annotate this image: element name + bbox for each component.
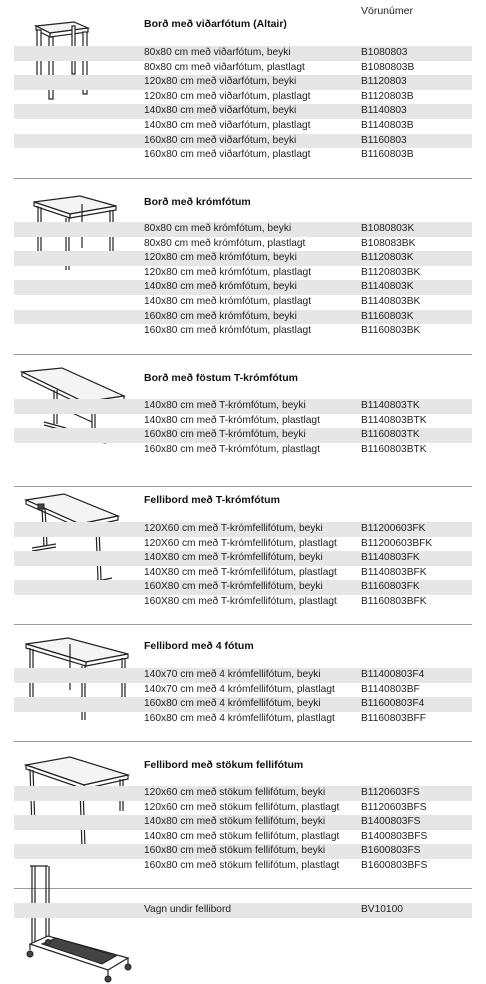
row-product-number: B1120803B: [361, 90, 414, 102]
table-row: [14, 280, 472, 295]
row-description: 160x80 cm með T-krómfótum, beyki: [144, 429, 306, 441]
section-title: Fellibord með 4 fótum: [144, 640, 254, 652]
row-description: 160x80 cm með 4 krómfellifótum, beyki: [144, 698, 321, 710]
row-description: 140x80 cm með stökum fellifótum, beyki: [144, 816, 326, 828]
row-product-number: B1140803BF: [361, 683, 420, 695]
row-product-number: B1120803: [361, 76, 407, 88]
table-row: [0, 90, 486, 105]
table-row: [0, 414, 486, 429]
table-row: [14, 222, 472, 237]
row-product-number: B1400803BFS: [361, 830, 428, 842]
row-description: 140X80 cm með T-krómfellifótum, plastlagt: [144, 566, 337, 578]
row-product-number: B1120803K: [361, 252, 414, 264]
row-description: 140X80 cm með T-krómfellifótum, beyki: [144, 552, 323, 564]
table-row: [14, 522, 472, 537]
row-description: 160x80 cm með 4 krómfellifótum, plastlagt: [144, 712, 335, 724]
row-product-number: B1140803K: [361, 281, 414, 293]
table-row: [0, 595, 486, 610]
row-description: 120x80 cm með viðarfótum, beyki: [144, 76, 297, 88]
row-description: 160x80 cm með viðarfótum, beyki: [144, 134, 297, 146]
section-divider: [14, 624, 472, 625]
row-product-number: B1140803TK: [361, 400, 420, 411]
table-row: [0, 266, 486, 281]
row-description: 160x80 cm með stökum fellifótum, beyki: [144, 845, 326, 857]
row-description: 120X60 cm með T-krómfellifótum, beyki: [144, 523, 323, 534]
row-product-number: B11400803F4: [361, 669, 425, 680]
row-product-number: B1120603FS: [361, 787, 420, 798]
table-row: [14, 551, 472, 566]
row-description: 120x60 cm með stökum fellifótum, beyki: [144, 787, 326, 798]
row-description: 140x70 cm með 4 krómfellifótum, plastlagt: [144, 683, 335, 695]
table-row: [14, 844, 472, 859]
row-description: 140x80 cm með viðarfótum, beyki: [144, 105, 297, 117]
section-divider: [14, 178, 472, 179]
row-product-number: B1160803BFK: [361, 595, 427, 607]
row-product-number: B1140803BTK: [361, 414, 427, 426]
row-description: 80x80 cm með krómfótum, plastlagt: [144, 237, 306, 249]
row-description: 160x80 cm með krómfótum, beyki: [144, 310, 297, 322]
row-description: 120x80 cm með krómfótum, plastlagt: [144, 266, 312, 278]
table-row: [0, 712, 486, 727]
table-row: [14, 46, 472, 61]
table-row: [0, 119, 486, 134]
table-row: [14, 310, 472, 325]
section-title: Borð með föstum T-krómfótum: [144, 372, 298, 384]
row-product-number: B1600803FS: [361, 845, 421, 857]
section-divider: [14, 354, 472, 355]
row-product-number: B1120803BK: [361, 266, 421, 278]
row-product-number: B1080803B: [361, 61, 415, 73]
table-row: [0, 295, 486, 310]
row-description: 120x80 cm með viðarfótum, plastlagt: [144, 90, 311, 102]
row-description: 120X60 cm með T-krómfellifótum, plastlagt: [144, 537, 337, 549]
row-product-number: B1160803BFF: [361, 712, 426, 724]
row-description: 80x80 cm með viðarfótum, beyki: [144, 47, 291, 58]
row-product-number: B11600803F4: [361, 698, 425, 710]
table-row: [14, 134, 472, 149]
table-row: [0, 443, 486, 458]
table-row: [14, 251, 472, 266]
table-row: [0, 148, 486, 163]
table-row: [0, 566, 486, 581]
table-row: [0, 537, 486, 552]
section-divider: [14, 741, 472, 742]
section-title: Fellibord með T-krómfótum: [144, 494, 280, 506]
row-description: 160X80 cm með T-krómfellifótum, plastlagt: [144, 595, 337, 607]
table-row: [14, 75, 472, 90]
row-description: 80x80 cm með viðarfótum, plastlagt: [144, 61, 305, 73]
row-product-number: B1140803BK: [361, 295, 421, 307]
row-product-number: B1140803B: [361, 119, 414, 131]
row-product-number: B1160803: [361, 134, 407, 146]
row-product-number: B1160803FK: [361, 581, 420, 593]
row-product-number: BV10100: [361, 904, 403, 915]
table-row: [0, 683, 486, 698]
table-row: [14, 428, 472, 443]
row-product-number: B1160803B: [361, 149, 414, 161]
row-product-number: B1600803BFS: [361, 859, 428, 871]
row-description: 160X80 cm með T-krómfellifótum, beyki: [144, 581, 323, 593]
row-description: 120x80 cm með krómfótum, beyki: [144, 252, 297, 264]
row-description: 160x80 cm með krómfótum, plastlagt: [144, 325, 312, 337]
table-row: [14, 786, 472, 801]
column-header-product-number: Vörunúmer: [361, 5, 413, 17]
table-row: [14, 697, 472, 712]
row-description: 160x80 cm með viðarfótum, plastlagt: [144, 149, 311, 161]
row-description: 140x80 cm með krómfótum, beyki: [144, 281, 297, 293]
row-description: 140x80 cm með stökum fellifótum, plastlagt: [144, 830, 340, 842]
section-title: Borð með viðarfótum (Altair): [144, 18, 287, 30]
row-description: 80x80 cm með krómfótum, beyki: [144, 223, 292, 234]
row-product-number: B1160803BTK: [361, 443, 427, 455]
row-product-number: B1140803: [361, 105, 407, 117]
table-row: [14, 580, 472, 595]
row-description: 160x80 cm með T-krómfótum, plastlagt: [144, 443, 320, 455]
row-product-number: B1080803K: [361, 223, 415, 234]
row-product-number: B1080803: [361, 47, 408, 58]
table-row: [14, 815, 472, 830]
row-product-number: B1120603BFS: [361, 801, 427, 813]
table-row: [0, 61, 486, 76]
table-row: [0, 830, 486, 845]
row-description: 140x80 cm með T-krómfótum, beyki: [144, 400, 306, 411]
row-product-number: B1160803K: [361, 310, 414, 322]
row-product-number: B1160803TK: [361, 429, 420, 441]
row-description: 160x80 cm með stökum fellifótum, plastlagt: [144, 859, 340, 871]
table-row: [0, 237, 486, 252]
row-description: 140x80 cm með krómfótum, plastlagt: [144, 295, 312, 307]
table-row: [14, 104, 472, 119]
section-title: Borð með krómfótum: [144, 196, 251, 208]
row-product-number: B11200603FK: [361, 523, 426, 534]
table-cart-icon: [18, 860, 138, 984]
row-product-number: B108083BK: [361, 237, 416, 249]
row-product-number: B1140803BFK: [361, 566, 427, 578]
row-product-number: B1400803FS: [361, 816, 421, 828]
row-description: Vagn undir fellibord: [144, 904, 232, 915]
row-product-number: B1140803FK: [361, 552, 420, 564]
table-row: [0, 324, 486, 339]
row-description: 120x60 cm með stökum fellifótum, plastlagt: [144, 801, 340, 813]
row-description: 140x80 cm með T-krómfótum, plastlagt: [144, 414, 320, 426]
table-row: [14, 668, 472, 683]
section-title: Fellibord með stökum fellifótum: [144, 759, 304, 771]
table-row: [0, 801, 486, 816]
section-divider: [14, 486, 472, 487]
row-product-number: B11200603BFK: [361, 537, 433, 549]
row-description: 140x80 cm með viðarfótum, plastlagt: [144, 119, 311, 131]
row-description: 140x70 cm með 4 krómfellifótum, beyki: [144, 669, 321, 680]
table-row: [14, 903, 472, 918]
table-row: [14, 399, 472, 414]
row-product-number: B1160803BK: [361, 325, 421, 337]
